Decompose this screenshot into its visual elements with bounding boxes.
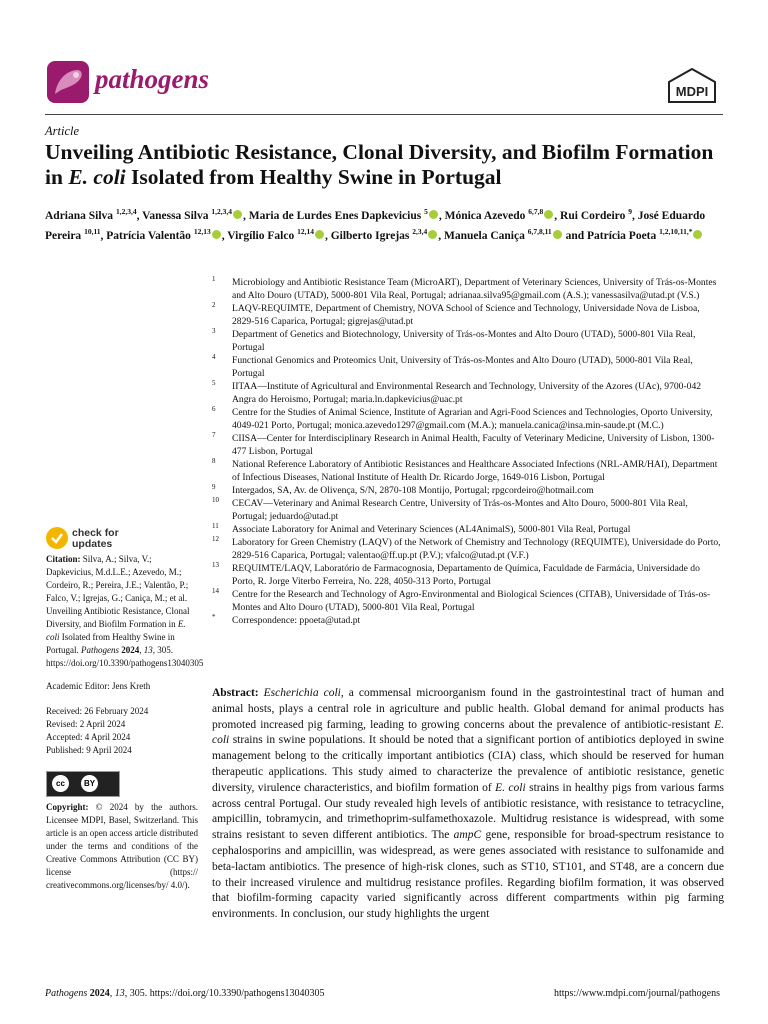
affiliation-text: Associate Laboratory for Animal and Veterinary Sciences (AL4AnimalS), 5000-801 Vila Real, Portugal xyxy=(232,524,631,535)
affiliation-number: 11 xyxy=(212,522,219,530)
affiliation-number: 9 xyxy=(212,483,216,491)
affiliation-text: Correspondence: ppoeta@utad.pt xyxy=(232,615,361,626)
affiliation-text: Centre for the Studies of Animal Science, Institute of Agrarian and Agri-Food Sciences and Technologies, Oporto University, 4049-021 Porto, Portugal; monica.azevedo1297@gmail.com (M.A.); manuela.canica@insa.min-saude.pt (M.C.) xyxy=(232,407,713,431)
affiliation-number: 12 xyxy=(212,535,219,543)
academic-editor: Academic Editor: Jens Kreth xyxy=(46,681,151,691)
affiliation-item xyxy=(212,536,724,562)
affiliations-list xyxy=(212,276,724,627)
affiliation-number: 1 xyxy=(212,275,216,283)
affiliation-item xyxy=(212,328,724,354)
article-title: Unveiling Antibiotic Resistance, Clonal Diversity, and Biofilm Formation in E. coli Isolated from Healthy Swine in Portugal xyxy=(45,140,714,189)
mdpi-logo-icon[interactable] xyxy=(667,68,717,104)
affiliation-item xyxy=(212,302,724,328)
check-updates-icon xyxy=(46,527,68,549)
journal-name[interactable]: pathogens xyxy=(95,64,210,94)
affiliation-item xyxy=(212,497,724,523)
footer-citation[interactable]: Pathogens 2024, 13, 305. https://doi.org/10.3390/pathogens13040305 xyxy=(45,988,325,999)
affiliation-text: CIISA—Center for Interdisciplinary Research in Animal Health, Faculty of Veterinary Medicine, University of Lisbon, 1300-477 Lisbon, Portugal xyxy=(232,433,715,457)
affiliation-text: Functional Genomics and Proteomics Unit, University of Trás-os-Montes and Alto Douro (UTAD), 5000-801 Vila Real, Portugal xyxy=(232,355,693,379)
cc-by-license-badge[interactable] xyxy=(46,771,120,797)
affiliation-number: 13 xyxy=(212,561,219,569)
abstract: Abstract: Escherichia coli, a commensal microorganism found in the gastrointestinal tract of human and animal hosts, plays a central role in agriculture and public health. Global demand for animal products has promoted increased pig farming, leading to growing concerns about the prevalence of antibiotic-resistant E. coli strains in swine populations. It should be noted that a significant portion of antibiotics deployed in swine management belong to the critically important antibiotics (CIA) class, which should be reserved for human therapeutic applications. This study aimed to characterize the prevalence of antibiotic resistance, genetic diversity, virulence characteristics, and biofilm formation of E. coli strains in healthy pigs from various farms across central Portugal. Our study revealed high levels of antibiotic resistance, with resistance to tetracycline, ampicillin, tobramycin, and trimethoprim-sulfamethoxazole. Multidrug resistance is widespread, with some strains resistant to seven different antibiotics. The ampC gene, responsible for broad-spectrum resistance to cephalosporins and ampicillin, was widespread, as were genes associated with resistance to sulfonamide and beta-lactam antibiotics. The presence of high-risk clones, such as ST10, ST101, and ST48, are a concern due to their increased virulence and multidrug resistance profiles. Regarding biofilm formation, it was observed that biofilm-forming capacity varied significantly across different compartments within pig farming environments. In conclusion, our study highlights the urgent xyxy=(212,687,724,921)
affiliation-item xyxy=(212,458,724,484)
check-for-updates-button[interactable] xyxy=(46,527,166,553)
affiliation-item xyxy=(212,588,724,614)
affiliation-number: 3 xyxy=(212,327,216,335)
author-list[interactable]: Adriana Silva $^{1,2,3,4}$, Vanessa Silva $^{1,2,3,4}$ , Maria de Lurdes Enes Dapkevicius $^5$ , Mónica Azevedo $^{6,7,8}$ , Rui Cordeiro $^9$, José Eduardo Pereira $^{10,11}$, Patrícia Valentão $^{12,13}$ , Virgílio Falco $^{12,14}$ , Gilberto Igrejas $^{2,3,4}$ , Manuela Caniça $^{6,7,8,11}$ and Patrícia Poeta $^{1,2,10,11,*}$ xyxy=(45,207,706,243)
affiliation-number: 14 xyxy=(212,587,219,595)
revised-date: Revised: 2 April 2024 xyxy=(46,719,126,729)
published-date: Published: 9 April 2024 xyxy=(46,745,132,755)
accepted-date: Accepted: 4 April 2024 xyxy=(46,732,131,742)
affiliation-item xyxy=(212,380,724,406)
affiliation-item xyxy=(212,276,724,302)
affiliation-text: Microbiology and Antibiotic Resistance Team (MicroART), Department of Veterinary Sciences, University of Trás-os-Montes and Alto Douro (UTAD), 5000-801 Vila Real, Portugal; adrianaa.silva95@gmail.com (A.S.); vanessasilva@utad.pt (V.S.) xyxy=(232,277,717,301)
sidebar xyxy=(46,553,204,892)
affiliation-text: Intergados, SA, Av. de Olivença, S/N, 2870-108 Montijo, Portugal; rpgcordeiro@hotmail.com xyxy=(232,485,594,496)
affiliation-item xyxy=(212,406,724,432)
affiliation-text: LAQV-REQUIMTE, Department of Chemistry, NOVA School of Science and Technology, Universidade Nova de Lisboa, 2829-516 Caparica, Portugal; gigrejas@utad.pt xyxy=(232,303,700,327)
check-updates-line1: check for xyxy=(72,527,119,539)
received-date: Received: 26 February 2024 xyxy=(46,706,149,716)
copyright-notice: Copyright: © 2024 by the authors. Licensee MDPI, Basel, Switzerland. This article is an open access article distributed under the terms and conditions of the Creative Commons Attribution (CC BY) license (https:// creativecommons.org/licenses/by/ 4.0/). xyxy=(46,802,198,890)
affiliation-text: Department of Genetics and Biotechnology, University of Trás-os-Montes and Alto Douro (UTAD), 5000-801 Vila Real, Portugal xyxy=(232,329,696,353)
affiliation-text: IITAA—Institute of Agricultural and Environmental Research and Technology, University of the Azores (UAc), 9700-042 Angra do Heroismo, Portugal; maria.ln.dapkevicius@uac.pt xyxy=(232,381,702,405)
affiliation-number: 10 xyxy=(212,496,219,504)
affiliation-number: 7 xyxy=(212,431,216,439)
affiliation-text: National Reference Laboratory of Antibiotic Resistances and Healthcare Associated Infections (NRL-AMR/HAI), Department of Infectious Diseases, National Institute of Health Dr. Ricardo Jorge, 1649-016 Lisbon, Portugal xyxy=(232,459,718,483)
affiliation-item xyxy=(212,354,724,380)
affiliation-item xyxy=(212,484,724,497)
affiliation-text: Laboratory for Green Chemistry (LAQV) of the Network of Chemistry and Technology (REQUIMTE), Universidade do Porto, 2829-516 Caparica, Portugal; valentao@ff.up.pt (P.V.); vfalco@utad.pt (V.F.) xyxy=(232,537,721,561)
affiliation-item xyxy=(212,614,724,627)
article-type: Article xyxy=(45,124,80,138)
affiliation-number: 4 xyxy=(212,353,216,361)
by-icon: BY xyxy=(81,775,98,792)
affiliation-item xyxy=(212,523,724,536)
affiliation-text: REQUIMTE/LAQV, Laboratório de Farmacognosia, Departamento de Química, Faculdade de Farmácia, Universidade do Porto, R. Jorge Viterbo Ferreira, No. 228, 4050-313 Porto, Portugal xyxy=(232,563,700,587)
affiliation-text: CECAV—Veterinary and Animal Research Centre, University of Trás-os-Montes and Alto Douro, 5000-801 Vila Real, Portugal; jeduardo@utad.pt xyxy=(232,498,688,522)
affiliation-item xyxy=(212,562,724,588)
affiliation-item xyxy=(212,432,724,458)
check-updates-line2: updates xyxy=(72,538,113,550)
affiliation-number: 8 xyxy=(212,457,216,465)
mdpi-logo-text: MDPI xyxy=(675,84,709,99)
affiliation-number: 6 xyxy=(212,405,216,413)
cc-icon: cc xyxy=(52,775,69,792)
journal-logo-icon xyxy=(47,61,89,103)
footer-journal-link[interactable]: https://www.mdpi.com/journal/pathogens xyxy=(553,988,720,999)
citation: Citation: Silva, A.; Silva, V.; Dapkevicius, M.d.L.E.; Azevedo, M.; Cordeiro, R.; Pereira, J.E.; Valentão, P.; Falco, V.; Igrejas, G.; Caniça, M.; et al. Unveiling Antibiotic Resistance, Clonal Diversity, and Biofilm Formation in E. coli Isolated from Healthy Swine in Portugal. Pathogens 2024, 13, 305. https://doi.org/10.3390/pathogens13040305 xyxy=(46,554,204,668)
header-divider xyxy=(45,114,723,115)
affiliation-number: 5 xyxy=(212,379,216,387)
affiliation-number: * xyxy=(212,613,216,621)
affiliation-number: 2 xyxy=(212,301,216,309)
affiliation-text: Centre for the Research and Technology of Agro-Environmental and Biological Sciences (CITAB), Universidade of Trás-os-Montes and Alto Douro (UTAD), 5000-801 Vila Real, Portugal xyxy=(232,589,711,613)
